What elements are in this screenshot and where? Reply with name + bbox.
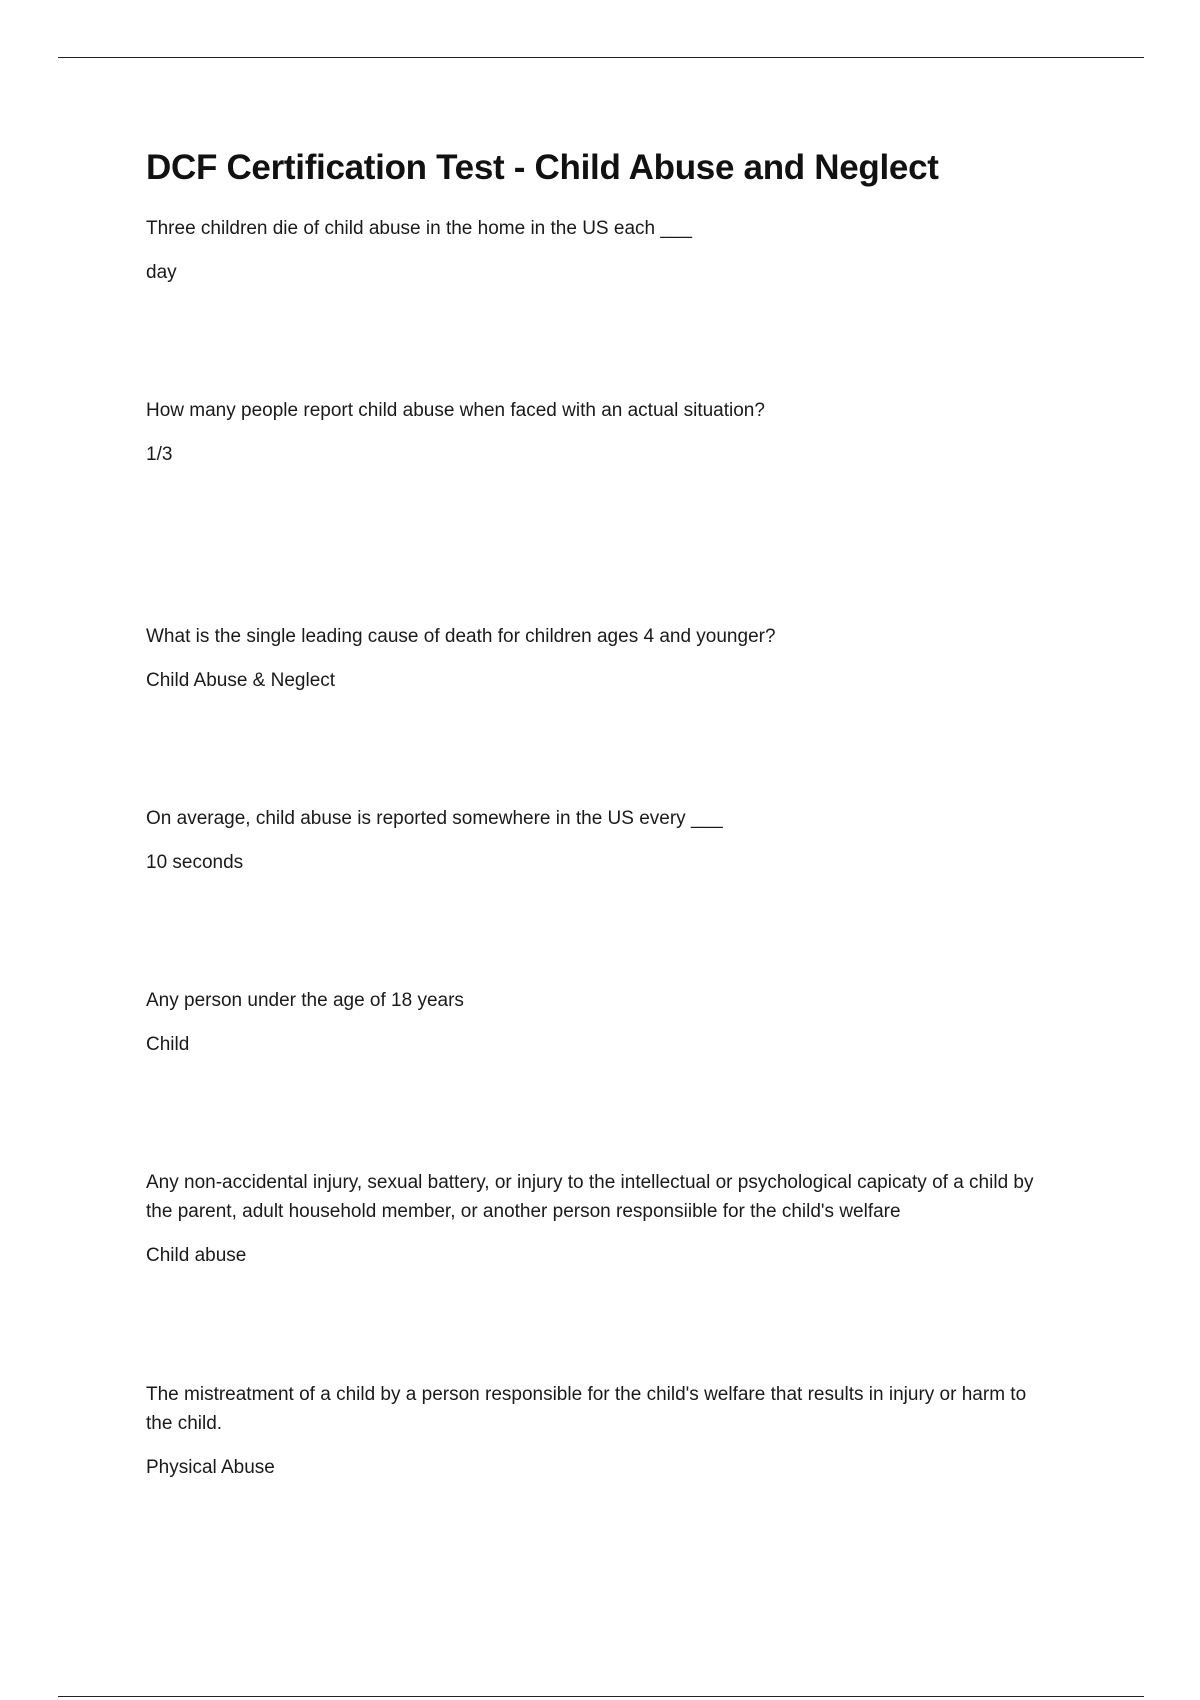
question-text: Any non-accidental injury, sexual battery, or injury to the intellectual or psychological capicaty of a child by the parent, adult household member, or another person responsiible for the child's welfare [146,1172,1034,1222]
answer-text: Child [146,1034,190,1055]
question-text: Any person under the age of 18 years [146,990,464,1011]
answer-text: day [146,262,177,283]
qa-item [146,1380,1046,1482]
qa-item [146,622,1046,695]
qa-item [146,396,1046,469]
qa-item [146,214,1046,287]
answer-text: Physical Abuse [146,1457,275,1478]
question-text: On average, child abuse is reported somewhere in the US every ___ [146,808,723,829]
footer-rule [58,1696,1144,1697]
question-text: The mistreatment of a child by a person responsible for the child's welfare that results in injury or harm to the child. [146,1384,1027,1434]
question-text: What is the single leading cause of death for children ages 4 and younger? [146,626,776,647]
qa-item [146,1168,1046,1270]
header-rule [58,57,1144,58]
question-text: How many people report child abuse when faced with an actual situation? [146,400,765,421]
answer-text: Child Abuse & Neglect [146,670,336,691]
answer-text: Child abuse [146,1245,247,1266]
question-text: Three children die of child abuse in the home in the US each ___ [146,218,693,239]
answer-text: 10 seconds [146,852,244,873]
qa-item [146,804,1046,877]
document-title: DCF Certification Test - Child Abuse and Neglect [146,148,939,187]
qa-item [146,986,1046,1059]
answer-text: 1/3 [146,444,173,465]
